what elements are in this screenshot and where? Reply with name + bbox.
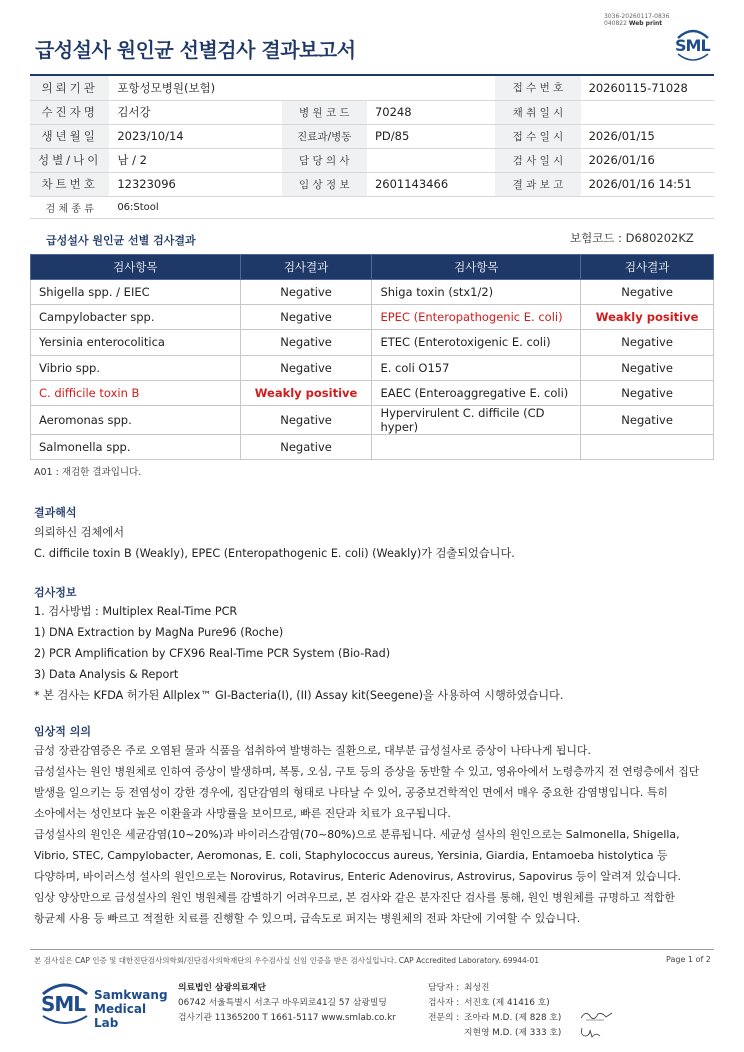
test-item: Hypervirulent C. difficile (CD hyper)	[372, 405, 581, 434]
info-row	[30, 172, 714, 196]
table-row	[31, 380, 714, 405]
test-result	[581, 434, 714, 459]
test-result: Negative	[240, 434, 372, 459]
info-value: 남 / 2	[109, 148, 281, 172]
staff-row	[428, 1026, 561, 1041]
info-value	[581, 100, 714, 124]
test-item: Vibrio spp.	[31, 355, 241, 380]
footer-logo-text: SML	[41, 992, 86, 1016]
org-address: 06742 서울특별시 서초구 바우뫼로41길 57 삼광빌딩	[178, 998, 387, 1008]
clinical-title: 임상적 의의	[34, 725, 91, 738]
test-result: Negative	[240, 355, 372, 380]
footer-rule	[30, 949, 714, 950]
info-value: 포항성모병원(보험)	[109, 76, 495, 100]
test-result: Negative	[240, 280, 372, 305]
test-info-line: 1) DNA Extraction by MagNa Pure96 (Roche)	[34, 626, 284, 639]
doc-meta	[604, 13, 669, 27]
staff-list	[428, 981, 561, 1041]
clinical-line: 소아에서는 성인보다 높은 이환율과 사망률을 보이므로, 빠른 진단과 치료가 요구됩니다.	[34, 807, 451, 820]
test-item: Aeromonas spp.	[31, 405, 241, 434]
clinical-line: 급성 장관감염증은 주로 오염된 물과 식품을 섭취하여 발병하는 질환으로, 대부분 급성설사로 증상이 나타나게 됩니다.	[34, 744, 591, 757]
test-item	[372, 434, 581, 459]
table-row	[31, 280, 714, 305]
accreditation-note: 본 검사실은 CAP 인증 및 대한진단검사의학회/진단검사의학재단의 우수검사실 신임 인증을 받은 검사실입니다. CAP Accredited Laboratory. 69944-01	[34, 956, 540, 965]
test-info-title: 검사정보	[34, 586, 77, 599]
test-result: Negative	[581, 380, 714, 405]
table-row	[31, 305, 714, 330]
doc-code2: 040822	[604, 20, 627, 27]
col-header: 검사결과	[240, 255, 372, 280]
staff-name: 조아라 M.D. (제 828 호)	[464, 1013, 562, 1023]
test-item: Shigella spp. / EIEC	[31, 280, 241, 305]
footer-logo-name-line: Medical Lab	[94, 1002, 147, 1030]
info-value: 2023/10/14	[109, 124, 281, 148]
test-item: Yersinia enterocolitica	[31, 330, 241, 355]
page-title: 급성설사 원인균 선별검사 결과보고서	[35, 38, 356, 62]
test-item: Campylobacter spp.	[31, 305, 241, 330]
table-row	[31, 405, 714, 434]
test-result: Negative	[581, 280, 714, 305]
results-table	[30, 254, 714, 460]
info-value	[367, 148, 495, 172]
col-header: 검사항목	[31, 255, 241, 280]
info-value: 김서강	[109, 100, 281, 124]
table-row	[31, 355, 714, 380]
interpretation-line: C. difficile toxin B (Weakly), EPEC (Enteropathogenic E. coli) (Weakly)가 검출되었습니다.	[34, 547, 515, 560]
test-info-body	[34, 601, 714, 706]
info-label: 채 취 일 시	[495, 100, 580, 124]
test-item-positive: C. difficile toxin B	[31, 380, 241, 405]
results-section-title: 급성설사 원인균 선별 검사결과	[46, 234, 196, 247]
info-label: 진료과/병동	[282, 124, 367, 148]
info-label: 담 당 의 사	[282, 148, 367, 172]
clinical-line: 다양하며, 바이러스성 설사의 원인으로는 Norovirus, Rotavirus, Enteric Adenovirus, Astrovirus, Sapovirus 등이 알려져 있습니다.	[34, 870, 682, 883]
logo-text: SML	[675, 36, 710, 55]
staff-label	[428, 1026, 464, 1041]
footer-logo-name-line: Samkwang	[94, 988, 168, 1002]
clinical-line: 발생을 일으키는 등 전염성이 강한 경우에, 집단감염의 형태로 나타날 수 있어, 공중보건학적인 면에서 매우 중요한 감염병입니다. 특히	[34, 786, 668, 799]
info-row	[30, 148, 714, 172]
info-value: 70248	[367, 100, 495, 124]
staff-row	[428, 1011, 561, 1026]
test-result: Negative	[581, 330, 714, 355]
test-result: Negative	[240, 305, 372, 330]
interpretation-body	[34, 522, 714, 564]
page-number: Page 1 of 2	[666, 955, 711, 964]
info-label: 검 사 일 시	[495, 148, 580, 172]
info-row	[30, 76, 714, 100]
clinical-body	[34, 740, 714, 929]
footer-logo-name	[94, 988, 168, 1030]
clinical-line: Vibrio, STEC, Campylobacter, Aeromonas, E. coli, Staphylococcus aureus, Yersinia, Giardia, Entamoeba histolytica 등	[34, 849, 668, 862]
signature-icon	[578, 1008, 618, 1024]
info-value: PD/85	[367, 124, 495, 148]
info-label: 병 원 코 드	[282, 100, 367, 124]
interpretation-line: 의뢰하신 검체에서	[34, 526, 125, 539]
info-row	[30, 100, 714, 124]
doc-code: 3036-20260117-0836	[604, 13, 670, 20]
test-info-line: 1. 검사방법 : Multiplex Real-Time PCR	[34, 605, 238, 618]
info-label: 의뢰기관	[30, 76, 109, 100]
info-label: 임 상 정 보	[282, 172, 367, 196]
info-label: 수진자명	[30, 100, 109, 124]
signature-icon	[578, 1024, 608, 1040]
table-row	[31, 330, 714, 355]
org-name: 의료법인 삼광의료재단	[178, 983, 267, 993]
info-row	[30, 196, 714, 218]
staff-name: 최성진	[464, 983, 490, 993]
test-item: E. coli O157	[372, 355, 581, 380]
info-value: 2026/01/15	[581, 124, 714, 148]
test-result-positive: Weakly positive	[581, 305, 714, 330]
info-row	[30, 124, 714, 148]
info-label: 접 수 일 시	[495, 124, 580, 148]
col-header: 검사항목	[372, 255, 581, 280]
test-result: Negative	[240, 330, 372, 355]
staff-row	[428, 981, 561, 996]
info-label: 생년월일	[30, 124, 109, 148]
info-label: 성별/나이	[30, 148, 109, 172]
staff-row	[428, 996, 561, 1011]
web-print-label: Web print	[628, 20, 663, 27]
clinical-line: 임상 양상만으로 급성설사의 원인 병원체를 감별하기 어려우므로, 본 검사와 같은 분자진단 검사를 통해, 원인 병원체를 규명하고 적합한	[34, 891, 675, 904]
clinical-line: 급성설사는 원인 병원체로 인하여 증상이 발생하며, 복통, 오심, 구토 등의 증상을 동반할 수 있고, 영유아에서 노령층까지 전 연령층에서 집단	[34, 765, 700, 778]
info-value: 2026/01/16	[581, 148, 714, 172]
info-label: 차트번호	[30, 172, 109, 196]
test-info-line: 3) Data Analysis & Report	[34, 668, 179, 681]
org-info	[178, 981, 396, 1026]
test-result: Negative	[581, 355, 714, 380]
staff-label: 담당자 :	[428, 983, 460, 993]
test-info-line: * 본 검사는 KFDA 허가된 Allplex™ GI-Bacteria(I), (II) Assay kit(Seegene)을 사용하여 시행하였습니다.	[34, 689, 564, 702]
staff-label: 검사자 :	[428, 998, 460, 1008]
info-value: 12323096	[109, 172, 281, 196]
clinical-line: 항균제 사용 등 빠르고 적절한 치료를 진행할 수 있으며, 급속도로 퍼지는 병원체의 전파 차단에 기여할 수 있습니다.	[34, 912, 581, 925]
info-value: 20260115-71028	[581, 76, 714, 100]
insurance-code: 보험코드 : D680202KZ	[570, 231, 694, 245]
interpretation-title: 결과해석	[34, 506, 77, 519]
info-label: 검 체 종 류	[30, 196, 109, 218]
result-note: A01 : 재검한 결과입니다.	[34, 467, 142, 478]
test-item: ETEC (Enterotoxigenic E. coli)	[372, 330, 581, 355]
clinical-line: 급성설사의 원인은 세균감염(10~20%)과 바이러스감염(70~80%)으로 분류됩니다. 세균성 설사의 원인으로는 Salmonella, Shigella,	[34, 828, 680, 841]
info-value: 2601143466	[367, 172, 495, 196]
staff-name: 서진호 (제 41416 호)	[464, 998, 550, 1008]
test-result: Negative	[581, 405, 714, 434]
table-row	[31, 434, 714, 459]
test-item-positive: EPEC (Enteropathogenic E. coli)	[372, 305, 581, 330]
patient-info-table	[30, 76, 714, 219]
test-item: Shiga toxin (stx1/2)	[372, 280, 581, 305]
col-header: 검사결과	[581, 255, 714, 280]
info-value: 2026/01/16 14:51	[581, 172, 714, 196]
org-contact: 검사기관 11365200 T 1661-5117 www.smlab.co.kr	[178, 1013, 396, 1023]
results-header-row	[31, 255, 714, 280]
test-item: EAEC (Enteroaggregative E. coli)	[372, 380, 581, 405]
info-label: 접 수 번 호	[495, 76, 580, 100]
info-value: 06:Stool	[109, 196, 714, 218]
info-label: 결 과 보 고	[495, 172, 580, 196]
test-result-positive: Weakly positive	[240, 380, 372, 405]
footer-logo	[37, 978, 168, 1030]
staff-name: 지현영 M.D. (제 333 호)	[464, 1028, 562, 1038]
sml-logo	[672, 24, 714, 64]
test-result: Negative	[240, 405, 372, 434]
test-info-line: 2) PCR Amplification by CFX96 Real-Time PCR System (Bio-Rad)	[34, 647, 391, 660]
staff-label: 전문의 :	[428, 1013, 460, 1023]
test-item: Salmonella spp.	[31, 434, 241, 459]
